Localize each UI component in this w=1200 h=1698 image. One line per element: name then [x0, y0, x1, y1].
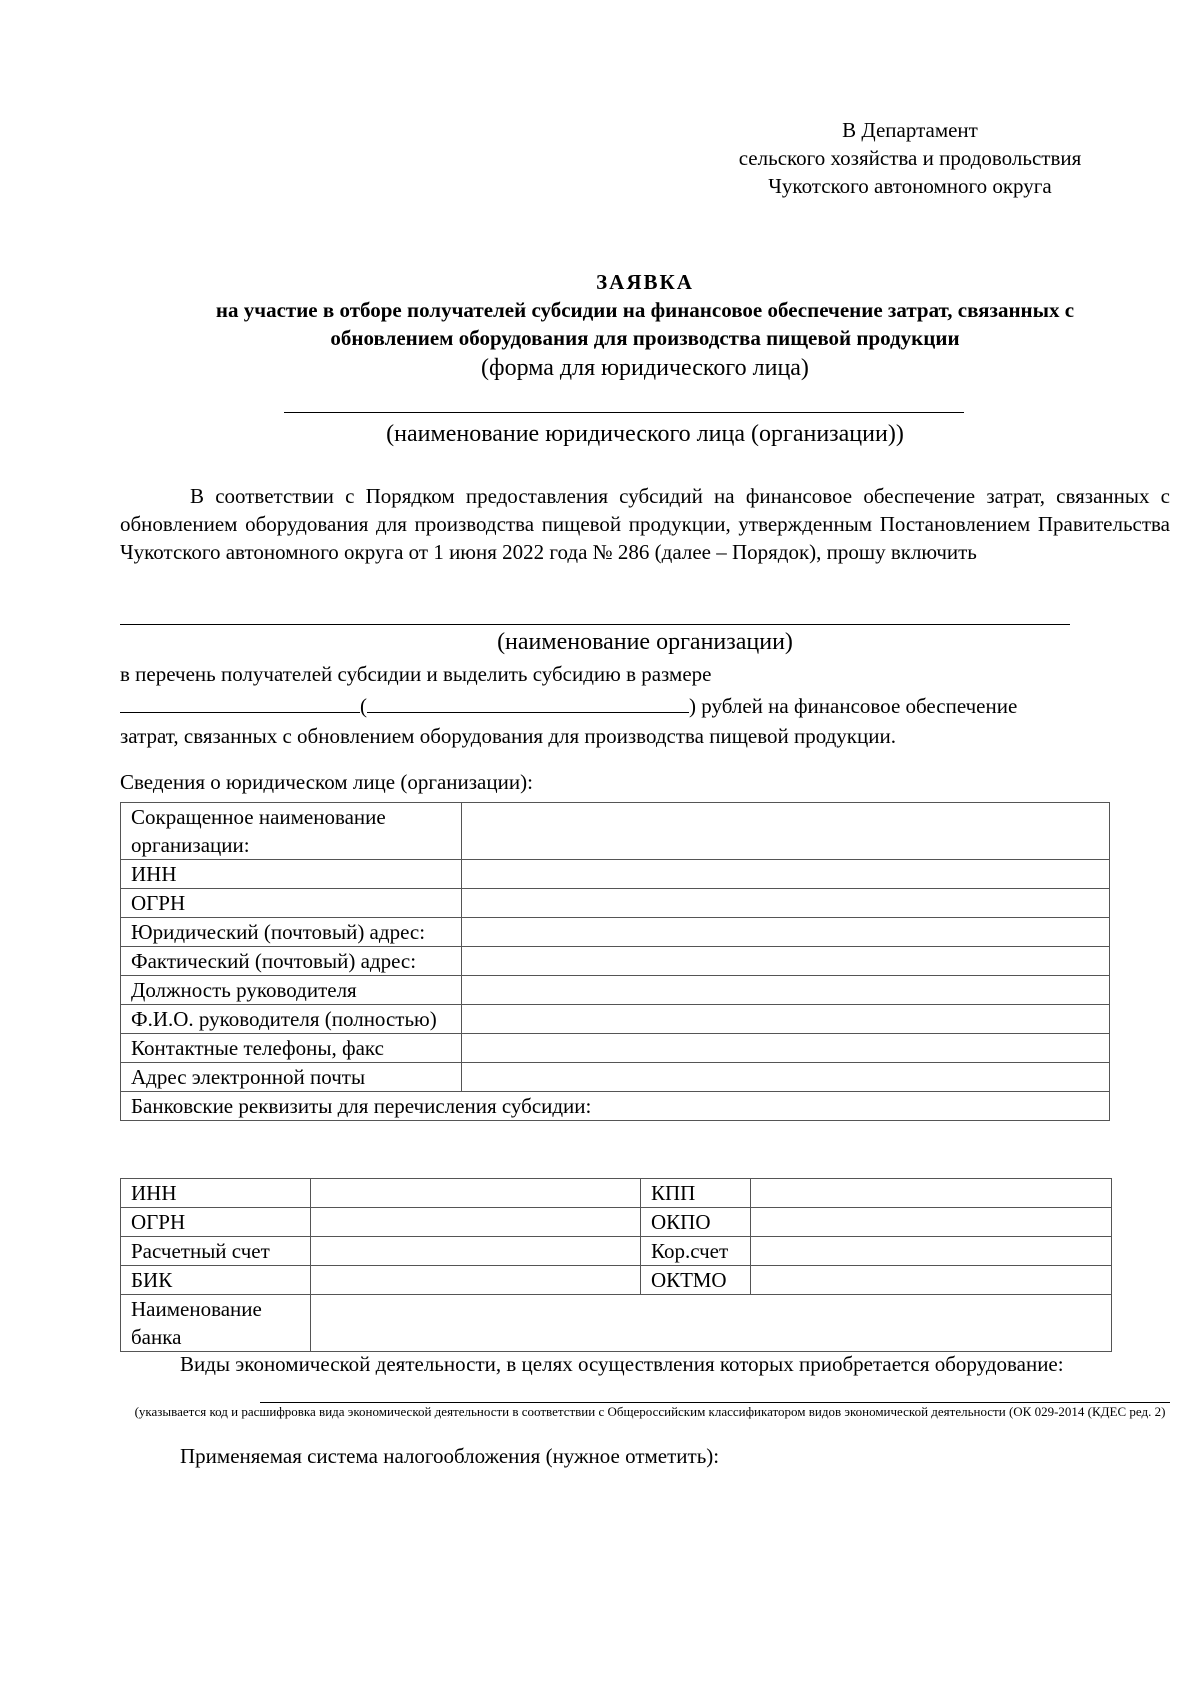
bank-value-oktmo[interactable] — [751, 1266, 1112, 1295]
bank-value-inn[interactable] — [311, 1179, 641, 1208]
bank-value-account[interactable] — [311, 1237, 641, 1266]
bank-heading: Банковские реквизиты для перечисления субсидии: — [121, 1092, 1110, 1121]
info-label-ogrn: ОГРН — [121, 889, 462, 918]
org-name-blank-1[interactable] — [284, 412, 964, 413]
info-value-head-name[interactable] — [462, 1005, 1110, 1034]
document-title: ЗАЯВКА — [596, 270, 694, 294]
bank-details-table — [120, 1178, 1112, 1352]
document-subtitle-line-2: обновлением оборудования для производства пищевой продукции — [330, 326, 960, 350]
info-label-head-name: Ф.И.О. руководителя (полностью) — [121, 1005, 462, 1034]
bank-label-inn: ИНН — [121, 1179, 311, 1208]
bank-label-okpo: ОКПО — [641, 1208, 751, 1237]
bank-value-okpo[interactable] — [751, 1208, 1112, 1237]
intro-paragraph: В соответствии с Порядком предоставления субсидий на финансовое обеспечение затрат, связанных с обновлением оборудования для производства пищевой продукции, утвержденным Постановлением Правительства Чукотского автономного округа от 1 июня 2022 года № 286 (далее – Порядок), прошу включить — [120, 484, 1170, 564]
okved-blank[interactable] — [260, 1376, 1170, 1403]
table-row — [121, 918, 1110, 947]
bank-value-ogrn[interactable] — [311, 1208, 641, 1237]
table-row — [121, 889, 1110, 918]
info-value-ogrn[interactable] — [462, 889, 1110, 918]
table-row — [121, 1092, 1110, 1121]
table-row — [121, 1266, 1112, 1295]
addressee-line-3: Чукотского автономного округа — [768, 174, 1052, 198]
info-value-phones[interactable] — [462, 1034, 1110, 1063]
bank-value-kpp[interactable] — [751, 1179, 1112, 1208]
addressee-line-1: В Департамент — [842, 118, 978, 142]
title-block — [120, 268, 1170, 384]
bank-label-kpp: КПП — [641, 1179, 751, 1208]
bank-value-corr-account[interactable] — [751, 1237, 1112, 1266]
info-value-short-name[interactable] — [462, 803, 1110, 860]
info-value-actual-address[interactable] — [462, 947, 1110, 976]
table-row — [121, 947, 1110, 976]
info-value-inn[interactable] — [462, 860, 1110, 889]
include-line: в перечень получателей субсидии и выделить субсидию в размере — [120, 662, 712, 686]
table-row — [121, 1208, 1112, 1237]
info-label-phones: Контактные телефоны, факс — [121, 1034, 462, 1063]
info-heading: Сведения о юридическом лице (организации): — [120, 770, 533, 794]
addressee-block — [700, 116, 1120, 200]
document-subtitle-line-1: на участие в отборе получателей субсидии на финансовое обеспечение затрат, связанных с — [215, 298, 1075, 322]
info-value-legal-address[interactable] — [462, 918, 1110, 947]
info-label-head-position: Должность руководителя — [121, 976, 462, 1005]
table-row — [121, 1179, 1112, 1208]
info-label-email: Адрес электронной почты — [121, 1063, 462, 1092]
okved-note: (указывается код и расшифровка вида экономической деятельности в соответствии с Общероссийским классификатором видов экономической деятельности (ОК 029-2014 (КДЕС ред. 2) — [134, 1404, 1166, 1419]
table-row — [121, 1034, 1110, 1063]
bank-label-name: Наименование банка — [121, 1295, 311, 1352]
bank-value-name[interactable] — [311, 1295, 1112, 1352]
table-row — [121, 803, 1110, 860]
table-row — [121, 860, 1110, 889]
bank-label-corr-account: Кор.счет — [641, 1237, 751, 1266]
amount-line — [120, 692, 1170, 720]
info-value-head-position[interactable] — [462, 976, 1110, 1005]
org-name-caption-1: (наименование юридического лица (организации)) — [386, 421, 904, 447]
costs-line: затрат, связанных с обновлением оборудования для производства пищевой продукции. — [120, 724, 896, 748]
info-label-short-name: Сокращенное наименование организации: — [121, 803, 462, 860]
amount-open-paren: ( — [360, 694, 367, 718]
table-row — [121, 1063, 1110, 1092]
info-label-inn: ИНН — [121, 860, 462, 889]
tax-system-line: Применяемая система налогообложения (нужное отметить): — [180, 1444, 720, 1468]
okved-paragraph: Виды экономической деятельности, в целях осуществления которых приобретается оборудование: — [180, 1352, 1064, 1376]
bank-value-bik[interactable] — [311, 1266, 641, 1295]
amount-words-blank[interactable] — [367, 692, 689, 713]
bank-label-ogrn: ОГРН — [121, 1208, 311, 1237]
info-label-actual-address: Фактический (почтовый) адрес: — [121, 947, 462, 976]
info-label-legal-address: Юридический (почтовый) адрес: — [121, 918, 462, 947]
table-row — [121, 1295, 1112, 1352]
bank-label-bik: БИК — [121, 1266, 311, 1295]
bank-label-account: Расчетный счет — [121, 1237, 311, 1266]
table-row — [121, 976, 1110, 1005]
amount-digits-blank[interactable] — [120, 692, 360, 713]
amount-suffix: ) рублей на финансовое обеспечение — [689, 694, 1018, 718]
table-row — [121, 1237, 1112, 1266]
info-value-email[interactable] — [462, 1063, 1110, 1092]
org-name-caption-2: (наименование организации) — [497, 629, 793, 655]
bank-label-oktmo: ОКТМО — [641, 1266, 751, 1295]
org-name-blank-2[interactable] — [120, 624, 1070, 625]
addressee-line-2: сельского хозяйства и продовольствия — [738, 146, 1082, 170]
form-kind: (форма для юридического лица) — [481, 355, 809, 381]
table-row — [121, 1005, 1110, 1034]
org-info-table — [120, 802, 1110, 1121]
